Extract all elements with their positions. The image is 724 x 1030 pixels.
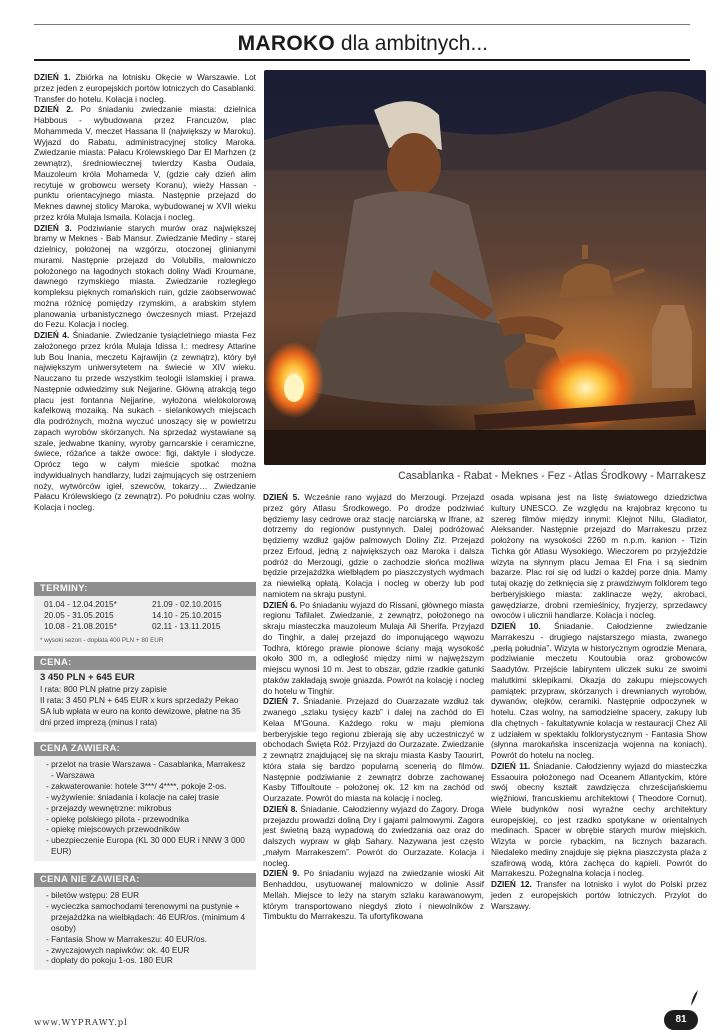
day-text: Po śniadaniu zwiedzanie miasta: dzielnica Habbous - wybudowana przez Francuzów, plac Mohammeda V, meczet Hassana II (największy w Maroku). Wyjazd do Rabatu, administracyjnej stolicy Maroka. Zwiedzanie miasta: Pałacu Królewskiego Dar El Marhzen (z zewnątrz), średniowiecznej twierdzy Kasba Oudaia, Mauzoleum króla Mohameda V, (gdzie cały dzień ałim recytuje w grobowcu wersety Koranu), wieży Hassan - punktu orientacyjnego miasta. Następnie przejazd do Meknes dawnej stolicy Maroka, wybudowanej w XVII wieku przez króla Mulaja Ismaila. Kolacja i nocleg. <box>34 104 256 222</box>
photo-caption: Casablanka - Rabat - Meknes - Fez - Atlas Środkowy - Marrakesz <box>398 470 706 482</box>
includes-item: - ubezpieczenie Europa (KL 30 000 EUR i NNW 3 000 EUR) <box>46 835 245 857</box>
includes-item: - opiekę polskiego pilota - przewodnika <box>46 813 189 824</box>
includes-item: - zakwaterowanie: hotele 3***/ 4****, pokoje 2-os. <box>46 780 227 791</box>
excludes-item: - zwyczajowych napiwków: ok. 40 EUR <box>46 944 190 955</box>
itinerary-day <box>263 696 484 804</box>
page-title <box>238 31 488 57</box>
itinerary-day <box>34 104 256 222</box>
day-text: Po śniadaniu wyjazd na zwiedzanie wioski Ait Benhaddou, usytuowanej malowniczo w dolinie Assif Mellah. Miejsce to leży na starym szlaku karawanowym, którym transportowano niegdyś złoto i niewolników z Timbuktu do Marrakeszu. Ta ufortyfikowana <box>263 868 484 922</box>
day-text: Śniadanie. Całodzienny wyjazd do Zagory. Droga przejazdu prowadzi doliną Dry i gajami palmowymi. Zagora jest świetną bazą wypadową do zwiedzania oaz oraz do dalszych wypraw w głąb Sahary. Nazywana jest często „małym Marrakeszem”. Powrót do Ourzazate. Kolacja i nocleg. <box>263 803 485 868</box>
day-text: Śniadanie. Całodzienny wyjazd do miasteczka Essaouira położonego nad Oceanem Atlantyckim, które swój obecny kształt zawdzięcza chrześcijańskiemu więźniowi, francuskiemu architektowi ( Theodore Cornut). Wiele budynków nosi wyraźne cechy architektury europejskiej, co jest rzadko spotykane w orientalnych medinach. Spacer w obrębie starych murów miejskich. Wizyta w porcie rybackim, na licznych bazarach. Niedaleko mediny znajduje się piękna piaszczysta plaża z szafirową wodą, która zachęca do kąpieli. Powrót do Marrakeszu. Pożegnalna kolacja i nocleg. <box>491 760 707 879</box>
day-label: DZIEŃ 2. <box>34 104 74 115</box>
terms-box <box>34 582 256 651</box>
itinerary-left-column <box>34 72 256 513</box>
price-line: I rata: 800 PLN płatne przy zapisie <box>40 683 167 694</box>
term-date: 01.04 - 12.04.2015* <box>44 599 117 609</box>
itinerary-day <box>491 879 707 911</box>
price-line: II rata: 3 450 PLN + 645 EUR x kurs sprzedaży Pekao SA lub wpłata w euro na konto dewizowe, płatne na 35 dni przed imprezą (minus I rata) <box>40 694 241 727</box>
page-title-rest: dla ambitnych... <box>340 32 488 55</box>
excludes-item: - wycieczka samochodami terenowymi na pustynie + przejażdżka na wielbłądach: 46 EUR/os. (minimum 4 osoby) <box>46 900 246 933</box>
itinerary-day <box>263 804 484 869</box>
itinerary-day <box>34 72 256 104</box>
term-date: 21.09 - 02.10.2015 <box>152 599 222 609</box>
day-text: osada wpisana jest na listę światowego dziedzictwa kultury UNESCO. Ze względu na krajobraz kręcono tu szereg filmów między innymi: Klejnot Nilu, Gladiator, Aleksander. Następnie przejazd do Marrakeszu przez położony na wysokości 2260 m n.p.m. kanion - Tizin Tichka gór Atlasu Wysokiego. Wieczorem po przyjeździe wizyta na słynnym placu Jemaa El Fna i są siednim bazarze. Plac roi się od ludzi o każdej porze dnia. Mamy tutaj okazję do zetknięcia się z prawdziwym folklorem tego berberyjskiego miasta: zaklinacze węży, akrobaci, gawędziarze, drobni rzemieślnicy, fryzjerzy, sprzedawcy owoców i ulicznii handlarze. Kolacja i nocleg. <box>491 492 707 621</box>
terms-dates-grid <box>40 599 250 632</box>
photo-illustration <box>264 70 706 465</box>
itinerary-right-column <box>491 492 707 911</box>
excludes-item: - dopłaty do pokoju 1-os. 180 EUR <box>46 955 173 966</box>
title-rule <box>34 59 690 61</box>
term-date: 14.10 - 25.10.2015 <box>152 609 222 620</box>
itinerary-day <box>491 621 707 761</box>
itinerary-day <box>34 330 256 513</box>
price-lines <box>40 684 250 728</box>
itinerary-day <box>491 492 707 621</box>
excludes-item: - Fantasia Show w Marrakeszu: 40 EUR/os. <box>46 933 207 944</box>
excludes-heading: CENA NIE ZAWIERA: <box>34 873 256 887</box>
top-rule <box>34 24 690 25</box>
page-number: 81 <box>664 1010 698 1030</box>
day-label: DZIEŃ 11. <box>491 760 531 771</box>
day-label: DZIEŃ 10. <box>491 621 541 631</box>
term-date: 20.05 - 31.05.2015 <box>44 609 114 620</box>
day-text: Zbiórka na lotnisku Okęcie w Warszawie. Lot przez jeden z europejskich portów lotniczych do Casablanki. Transfer do hotelu. Kolacja i nocleg. <box>34 72 256 104</box>
day-text: Po śniadaniu wyjazd do Rissani, głównego miasta regionu Tafilalet. Zwiedzanie, z zewnątrz, położonego na skraju miasteczka mauzoleum Mulaja Ali Sherifa. Przyjazd do Tinghir, a dalej przejazd do imponującego wąwozu Todhra, którego prawie pionowe ściany mają wysokość około 300 m, a odległość między nimi w najwęższym miejscu wynosi 10 m. Jest to obszar, gdzie rzadkie gatunki ptaków zakładają swoje gniazda. Powrót na kolację i nocleg do hotelu w Tinghir. <box>263 599 484 696</box>
terms-note: * wysoki sezon - dopłata 400 PLN + 80 EUR <box>40 636 164 644</box>
footer-website: www.WYPRAWY.pl <box>34 1018 128 1028</box>
itinerary-day <box>34 223 256 331</box>
excludes-list <box>34 887 256 970</box>
day-label: DZIEŃ 1. <box>34 72 71 82</box>
itinerary-day <box>263 868 484 922</box>
day-label: DZIEŃ 6. <box>263 599 298 610</box>
price-main: 3 450 PLN + 645 EUR <box>40 672 135 683</box>
includes-item: - opiekę miejscowych przewodników <box>46 824 180 835</box>
day-label: DZIEŃ 7. <box>263 696 299 707</box>
day-text: Śniadanie. Przejazd do Ouarzazate wzdłuż tak zwanego „szlaku tysięcy kazb” i dalej na zachód do El Kelaa M'Gouna. Każdego roku w maju plemiona berberyjskie tego regionu zbierają się aby uczestniczyć w obchodach Święta Róż. Przyjazd do Ourzazate. Zwiedzanie z zewnątrz znajdującej się na skraju miasta Kasby Taourirt, która stała się bardzo popularną scenerią do filmów. Następnie podziwianie z zewnątrz dobrze zachowanej Kasby Tiffoultoute - położonej ok. 12 km na zachód od Ourzazate. Powrót do miasta na kolację i nocleg. <box>263 696 484 803</box>
day-label: DZIEŃ 5. <box>263 492 300 502</box>
includes-item: - przejazdy wewnętrzne: mikrobus <box>46 802 172 813</box>
day-text: Podziwianie starych murów oraz największej bramy w Meknes - Bab Mansur. Zwiedzanie Mediny - starej dzielnicy, położonej na wzgórzu, otoczonej glinianymi murami. Następnie przejazd do Volubilis, malowniczo położonego na łagodnych stokach doliny Wadi Kroumane, dawnego rzymskiego miasta. Zwiedzanie rozległego kompleksu pięknych romańskich ruin, gdzie zaobserwować można różnicę pomiędzy rzymskim, a arabskim stylem planowania urbanistycznego ówczesnych miast. Przejazd do Fezu. Kolacja i nocleg. <box>34 222 256 330</box>
excludes-item: - biletów wstępu: 28 EUR <box>46 890 140 900</box>
day-label: DZIEŃ 3. <box>34 222 72 233</box>
excludes-box <box>34 873 256 970</box>
includes-heading: CENA ZAWIERA: <box>34 742 256 756</box>
itinerary-middle-column <box>263 492 484 922</box>
page-title-bold: MAROKO <box>237 32 336 55</box>
itinerary-day <box>263 492 484 600</box>
itinerary-day <box>491 761 707 879</box>
terms-heading: TERMINY: <box>34 582 256 596</box>
itinerary-day <box>263 600 484 697</box>
day-label: DZIEŃ 8. <box>263 803 298 814</box>
price-heading: CENA: <box>34 656 256 670</box>
day-label: DZIEŃ 4. <box>34 330 70 340</box>
includes-box <box>34 742 256 861</box>
photo-berber-campfire <box>264 70 706 465</box>
price-body <box>34 670 256 732</box>
term-date: 10.08 - 21.08.2015* <box>44 620 117 631</box>
includes-item: - przelot na trasie Warszawa - Casablanka, Marrakesz - Warszawa <box>46 759 246 780</box>
includes-list <box>34 756 256 861</box>
day-label: DZIEŃ 9. <box>263 868 300 879</box>
day-label: DZIEŃ 12. <box>491 879 532 889</box>
term-date: 02.11 - 13.11.2015 <box>152 620 221 631</box>
day-text: Śniadanie. Zwiedzanie tysiącletniego miasta Fez założonego przez króla Mulaja Idissa I.: medresy Attarine lub Bou Inania, meczetu Kajrawijin (z zewnątrz), który był największym uniwersytetem na świecie w XIV wieku. Nauczano tu przede wszystkim teologii islamskiej i prawa. Następnie odwiedzimy suk Nejjarine. Główną atrakcją tego placu jest fontanna Nejjarine, wyłożona wielokolorową kafelkową mozaiką. Na sukach - sielankowych miejscach dla podróżnych, można wyczuć unoszący się w powietrzu zapach wyrobów skórzanych. Na sprzedaż wystawiane są szale, jedwabne tkaniny, wyroby garncarskie i ceramiczne, świece, różańce a także owoce: figi, daktyle i słodycze. Oprócz tego w całym mieście spotkać można indywidualnych handlarzy, ludzi zajmujących się ostrzeniem noży, wytwórców igieł, szewców, tokarzy… Zwiedzanie Pałacu Królewskiego (z zewnątrz). Po południu czas wolny. Kolacja i nocleg. <box>34 330 256 512</box>
includes-item: - wyżywienie: śniadania i kolacje na całej trasie <box>46 791 219 802</box>
day-text: Śniadanie. Całodzienne zwiedzanie Marrakeszu - drugiego najstarszego miasta, zwanego „perłą południa”. Wizyta w historycznym ogrodzie Menara, podziwianie meczetu Koutoubia oraz grobowców Saadytów. Przejście labiryntem uliczek suku ze swoimi malutkimi sklepikami. Okazja do zakupu miejscowych pamiątek: przypraw, skórzanych i drewnianych wyrobów, dywanów, olejków, ceramiki. Następnie odpoczynek w hotelu. Czas wolny, na samodzielne spacery, zakupy lub dla chętnych - fakultatywnie kolacja w restauracji Chez Ali z udziałem w spektaklu folklorystycznym - Fantasia Show (słynna marokańska inscenizacja wojenna na koniach). Powrót do hotelu na nocleg. <box>491 621 707 760</box>
feather-icon <box>690 990 700 1006</box>
day-text: Transfer na lotnisko i wylot do Polski przez jeden z europejskich portów lotniczych. Przylot do Warszawy. <box>491 879 707 911</box>
terms-body <box>34 596 256 651</box>
day-text: Wcześnie rano wyjazd do Merzougi. Przejazd przez góry Atlasu Środkowego. Po drodze podziwiać będziemy lasy cedrowe oraz stację narciarską w Ifrane, aż dotrzemy do regionów pustynnych. Dalej podróżować będziemy wzdłuż gajów palmowych Doliny Ziz. Przejazd przez Erfoud, jedną z największych oaz Maroka i dalsza podróż do Merzougi, gdzie o zachodzie słońca możliwa będzie przejażdżka wielbłądem po piaszczystych wydmach za niewielką opłatą. Kolacja i nocleg w oberży lub pod namiotem na skraju pustyni. <box>263 492 484 599</box>
price-box <box>34 656 256 732</box>
